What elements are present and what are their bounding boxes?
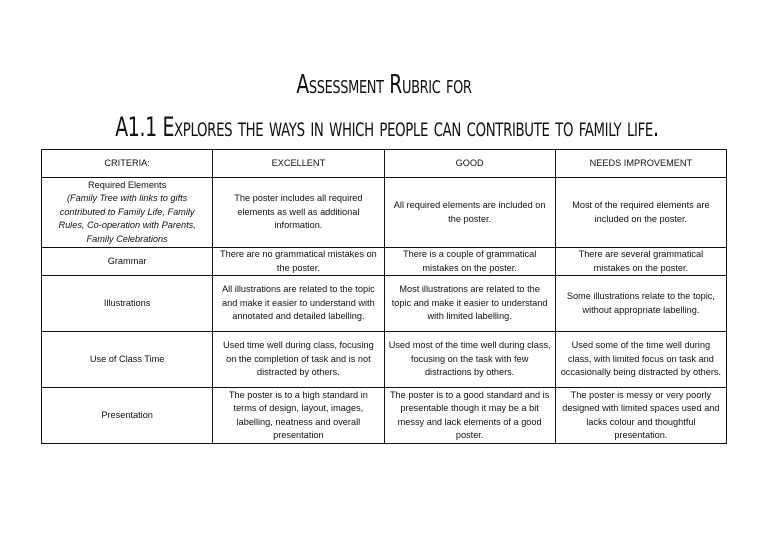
excellent-cell: There are no grammatical mistakes on the poster. xyxy=(213,248,384,276)
header-criteria: CRITERIA: xyxy=(42,150,213,178)
needs-improvement-cell: Used some of the time well during class, with limited focus on task and occasionally being distracted by others. xyxy=(555,332,726,388)
criteria-cell: Use of Class Time xyxy=(42,332,213,388)
table-row xyxy=(42,248,727,276)
rubric-title: Assessment Rubric for xyxy=(296,70,472,100)
excellent-cell: All illustrations are related to the topic and make it easier to understand with annotated and detailed labelling. xyxy=(213,276,384,332)
criteria-cell: Illustrations xyxy=(42,276,213,332)
needs-improvement-cell: The poster is messy or very poorly designed with limited spaces used and lacks colour and thoughtful presentation. xyxy=(555,388,726,444)
table-row xyxy=(42,178,727,248)
good-cell: The poster is to a good standard and is presentable though it may be a bit messy and lack elements of a good poster. xyxy=(384,388,555,444)
rubric-table xyxy=(41,149,727,444)
criteria-detail: (Family Tree with links to gifts contributed to Family Life, Family Rules, Co-operation with Parents, Family Celebrations xyxy=(58,193,196,244)
excellent-cell: The poster includes all required elements as well as additional information. xyxy=(213,178,384,248)
needs-improvement-cell: There are several grammatical mistakes on the poster. xyxy=(555,248,726,276)
criteria-cell: Grammar xyxy=(42,248,213,276)
criteria-cell xyxy=(42,178,213,248)
good-cell: There is a couple of grammatical mistakes on the poster. xyxy=(384,248,555,276)
needs-improvement-cell: Some illustrations relate to the topic, without appropriate labelling. xyxy=(555,276,726,332)
header-needs-improvement: NEEDS IMPROVEMENT xyxy=(555,150,726,178)
table-row xyxy=(42,332,727,388)
good-cell: Used most of the time well during class, focusing on the task with few distractions by others. xyxy=(384,332,555,388)
criteria-label: Required Elements xyxy=(88,179,167,190)
table-row xyxy=(42,388,727,444)
excellent-cell: The poster is to a high standard in terms of design, layout, images, labelling, neatness and overall presentation xyxy=(213,388,384,444)
good-cell: All required elements are included on the poster. xyxy=(384,178,555,248)
needs-improvement-cell: Most of the required elements are included on the poster. xyxy=(555,178,726,248)
header-excellent: EXCELLENT xyxy=(213,150,384,178)
rubric-subtitle: A1.1 Explores the ways in which people can contribute to family life. xyxy=(115,112,659,143)
good-cell: Most illustrations are related to the topic and make it easier to understand with limited labelling. xyxy=(384,276,555,332)
table-row xyxy=(42,276,727,332)
criteria-cell: Presentation xyxy=(42,388,213,444)
excellent-cell: Used time well during class, focusing on the completion of task and is not distracted by others. xyxy=(213,332,384,388)
rubric-header-row xyxy=(42,150,727,178)
header-good: GOOD xyxy=(384,150,555,178)
